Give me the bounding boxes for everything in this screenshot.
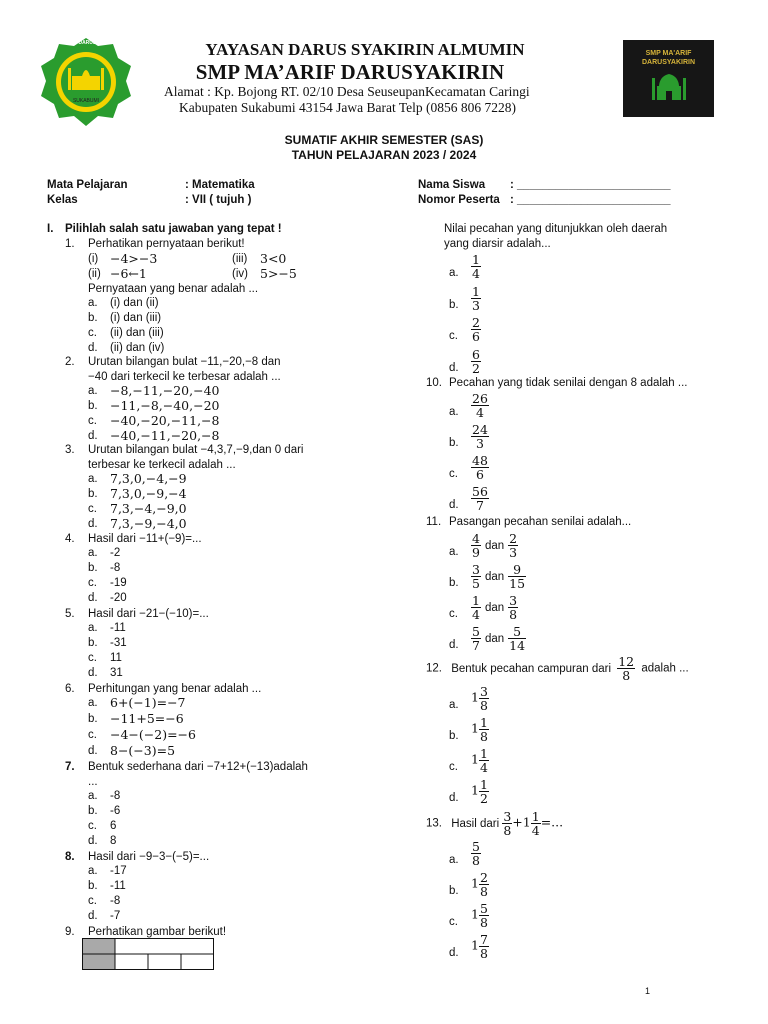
option-letter: a. [88,385,98,397]
fraction-denominator: 4 [472,266,480,281]
q13-fraction-1 [502,810,512,837]
fraction-denominator: 2 [479,791,488,806]
fraction-numerator: 7 [479,932,488,947]
participant-number-field[interactable]: : ________________________ [510,194,671,206]
option-letter: c. [449,916,458,928]
fraction-denominator: 8 [479,729,488,744]
fraction-numerator: 4 [472,531,480,546]
fraction-whole: 1 [471,875,479,891]
fraction-numerator: 1 [472,593,480,608]
q1-option-a[interactable]: (i) dan (ii) [110,297,159,309]
fraction-numerator: 1 [531,809,540,824]
q6-option-b[interactable]: −11+5=−6 [110,711,184,726]
participant-number-label: Nomor Peserta [418,194,500,206]
subject-value: : Matematika [185,179,255,191]
q8-option-a[interactable]: -17 [110,865,127,877]
option-letter: d. [88,745,98,757]
q7-option-a[interactable]: -8 [110,790,121,802]
option-letter: a. [449,546,459,558]
fraction-numerator: 3 [503,809,512,824]
fraction [471,316,481,343]
q13-option-b[interactable] [471,871,489,898]
q7-option-d[interactable]: 8 [110,835,117,847]
option-letter: d. [88,835,98,847]
address-line-1: Alamat : Kp. Bojong RT. 02/10 Desa SeuseupanKecamatan Caringi [164,84,530,99]
fraction [471,454,489,481]
q12-option-b[interactable] [471,716,489,743]
conjunction: dan [484,632,505,645]
student-name-field[interactable]: : ________________________ [510,179,671,191]
q2-stem-2: −40 dari terkecil ke terbesar adalah ... [88,371,281,383]
q12-option-a[interactable] [471,685,489,712]
fraction-numerator: 5 [479,901,488,916]
option-letter: b. [88,488,98,500]
q1-number: 1. [65,238,75,250]
q7-option-c[interactable]: 6 [110,820,117,832]
q1-prompt: Pernyataan yang benar adalah ... [88,283,259,295]
q1-stem: Perhatikan pernyataan berikut! [88,238,245,250]
fraction-denominator: 8 [503,823,512,838]
fraction [479,933,489,960]
option-letter: b. [88,805,98,817]
subject-label: Mata Pelajaran [47,179,128,191]
logo-ring-text: YAYASAN DARUSSYAKIRIN ALMUMIN [54,40,145,46]
q3-option-c[interactable]: 7,3,−4,−9,0 [110,501,187,516]
logo-right-line-2: DARUSYAKIRIN [641,59,696,66]
fraction-numerator: 2 [509,531,518,546]
fraction [471,253,481,280]
option-letter: c. [88,729,97,741]
fraction [508,625,526,652]
option-letter: a. [449,267,459,279]
exam-year: TAHUN PELAJARAN 2023 / 2024 [291,148,477,162]
fraction-numerator: 12 [618,654,635,669]
fraction [479,685,489,712]
fraction-numerator: 56 [472,484,488,499]
q1-s4-label: (iv) [232,268,248,280]
fraction-denominator: 4 [531,823,540,838]
q12-stem-pre: Bentuk pecahan campuran dari [451,662,612,675]
option-letter: d. [88,910,98,922]
fraction-numerator: 2 [479,870,488,885]
option-letter: d. [449,499,459,511]
option-letter: d. [449,361,459,374]
option-letter: b. [88,562,98,574]
fraction-numerator: 5 [508,625,526,639]
fraction [508,563,526,590]
fraction-numerator: 5 [472,839,480,854]
q1-s1-label: (i) [88,253,99,265]
option-letter: a. [449,854,459,866]
fraction [471,625,481,652]
q8-option-b[interactable]: -11 [110,880,126,892]
option-letter: b. [449,298,459,311]
option-letter: d. [88,592,98,604]
option-letter: a. [88,622,98,634]
option-letter: c. [88,652,97,664]
fraction [471,423,489,450]
fraction-numerator: 1 [479,777,488,792]
q6-option-d[interactable]: 8−(−3)=5 [110,743,176,758]
option-letter: a. [88,865,98,877]
fraction-denominator: 3 [475,436,484,451]
fraction-numerator: 5 [472,624,480,639]
fraction-numerator: 26 [472,391,488,406]
fraction [479,871,489,898]
q3-option-d[interactable]: 7,3,−9,−4,0 [110,516,187,531]
school-name: SMP MA’ARIF DARUSYAKIRIN [195,60,505,84]
q13-plus: +1 [512,814,531,830]
exam-title: SUMATIF AKHIR SEMESTER (SAS) [284,133,484,147]
option-letter: a. [88,790,98,802]
q2-option-d[interactable]: −40,−11,−20,−8 [110,428,220,443]
q5-option-d[interactable]: 31 [110,667,123,679]
q10-stem: Pecahan yang tidak senilai dengan 8 adalah ... [449,377,688,389]
fraction-denominator: 8 [479,946,488,961]
fraction [471,392,489,419]
fraction-denominator: 9 [472,545,480,560]
q3-number: 3. [65,444,75,456]
option-letter: c. [449,468,458,480]
option-letter: a. [88,547,98,559]
fraction-denominator: 4 [479,760,488,775]
q7-number: 7. [65,761,75,773]
q7-stem: Bentuk sederhana dari −7+12+(−13)adalah [88,761,308,773]
q2-number: 2. [65,356,75,368]
fraction [479,778,489,805]
q9-stem-cont-1: Nilai pecahan yang ditunjukkan oleh daerah [444,223,668,235]
option-letter: b. [88,713,98,725]
q11-number: 11. [426,516,442,528]
q12-number: 12. [426,662,442,675]
fraction [479,902,489,929]
fraction-numerator: 24 [472,422,488,437]
q2-option-a[interactable]: −8,−11,−20,−40 [110,383,220,398]
fraction [471,485,489,512]
q13-option-a[interactable] [471,840,481,867]
fraction-denominator: 7 [475,498,484,513]
conjunction: dan [484,601,505,614]
option-letter: b. [449,437,459,449]
q4-stem: Hasil dari −11+(−9)=... [88,533,202,545]
fraction-denominator: 7 [472,638,480,653]
q2-option-c[interactable]: −40,−20,−11,−8 [110,413,220,428]
fraction-denominator: 8 [509,607,518,622]
fraction-numerator: 1 [479,746,488,761]
q1-option-c[interactable]: (ii) dan (iii) [110,327,164,339]
fraction [471,594,481,621]
q12-stem-row [426,655,689,682]
conjunction: dan [484,539,505,552]
class-label: Kelas [47,194,78,206]
q13-stem-post: =... [540,814,564,830]
q9-option-a[interactable] [471,253,481,280]
q4-option-d[interactable]: -20 [110,592,127,604]
fraction [471,348,481,375]
q13-fraction-2 [531,810,541,837]
option-letter: c. [449,761,458,773]
q9-stem-cont-2: yang diarsir adalah... [444,238,551,250]
q8-option-d[interactable]: -7 [110,910,121,922]
q3-stem-2: terbesar ke terkecil adalah ... [88,459,236,471]
option-letter: c. [449,608,458,620]
q10-option-b[interactable] [471,423,489,450]
fraction-denominator: 8 [622,668,631,683]
q3-stem-1: Urutan bilangan bulat −4,3,7,−9,dan 0 dari [88,444,304,456]
fraction-numerator: 1 [472,283,480,299]
q7-stem-2: ... [88,776,98,788]
option-letter: c. [88,820,97,832]
fraction [471,563,481,590]
fraction-denominator: 3 [472,297,480,313]
option-letter: d. [88,667,98,679]
q10-option-c[interactable] [471,454,489,481]
q11-stem: Pasangan pecahan senilai adalah... [449,516,632,528]
q13-stem-pre: Hasil dari [451,817,500,830]
mosque-icon [651,70,687,104]
school-logo-right [623,40,714,117]
option-letter: c. [88,415,97,427]
fraction-denominator: 4 [475,405,484,420]
q13-stem-row [426,810,563,837]
option-letter: b. [88,312,98,324]
q5-number: 5. [65,608,75,620]
q3-option-b[interactable]: 7,3,0,−9,−4 [110,486,187,501]
fraction-denominator: 4 [472,607,480,622]
fraction-numerator: 48 [472,453,488,468]
fraction-whole: 1 [471,689,479,705]
q3-option-a[interactable]: 7,3,0,−4,−9 [110,471,187,486]
q13-option-d[interactable] [471,933,489,960]
q5-option-a[interactable]: -11 [110,622,126,634]
fraction-numerator: 1 [479,715,488,730]
conjunction: dan [484,570,505,583]
fraction-denominator: 5 [472,576,480,591]
fraction-denominator: 2 [472,360,480,376]
q11-option-d[interactable] [471,625,526,652]
option-letter: d. [88,518,98,530]
option-letter: c. [449,330,458,342]
q4-option-c[interactable]: -19 [110,577,127,589]
fraction-numerator: 2 [472,315,480,330]
logo-right-line-1: SMP MA'ARIF [645,50,692,57]
q12-option-d[interactable] [471,778,489,805]
q5-option-b[interactable]: -31 [110,637,127,649]
fraction-whole: 1 [471,906,479,922]
option-letter: a. [88,297,98,309]
q13-number: 13. [426,817,442,830]
fraction [471,285,481,312]
foundation-name: YAYASAN DARUS SYAKIRIN ALMUMIN [205,40,525,59]
option-letter: b. [88,880,98,892]
option-letter: d. [449,639,459,651]
fraction [479,716,489,743]
q9-fraction-diagram [82,938,214,973]
fraction-numerator: 3 [479,684,488,699]
fraction-denominator: 14 [509,638,526,653]
logo-sub-text: SUKABUMI [72,98,100,104]
q6-option-a[interactable]: 6+(−1)=−7 [110,695,186,710]
option-letter: b. [88,637,98,649]
option-letter: d. [449,792,459,804]
q6-number: 6. [65,683,75,695]
q4-number: 4. [65,533,75,545]
fraction-denominator: 8 [479,915,488,930]
fraction-denominator: 8 [479,698,488,713]
q2-stem-1: Urutan bilangan bulat −11,−20,−8 dan [88,356,281,368]
fraction-whole: 1 [471,720,479,736]
q9-stem: Perhatikan gambar berikut! [88,926,227,938]
fraction-numerator: 1 [472,252,480,267]
fraction-denominator: 8 [472,853,480,868]
q4-option-b[interactable]: -8 [110,562,121,574]
fraction-whole: 1 [471,937,479,953]
q12-fraction [617,655,635,682]
q5-option-c[interactable]: 11 [110,652,122,664]
q4-option-a[interactable]: -2 [110,547,121,559]
q2-option-b[interactable]: −11,−8,−40,−20 [110,398,220,413]
fraction-denominator: 6 [475,467,484,482]
fraction [508,594,518,621]
q1-option-b[interactable]: (i) dan (iii) [110,312,162,324]
student-name-label: Nama Siswa [418,179,486,191]
q1-s4: 5>−5 [260,266,297,281]
option-letter: a. [88,697,98,709]
q1-s2-label: (ii) [88,268,101,280]
q11-option-a[interactable] [471,532,518,559]
q6-stem: Perhitungan yang benar adalah ... [88,683,262,695]
option-letter: a. [88,473,98,485]
option-letter: b. [449,730,459,742]
q1-s3: 3<0 [260,251,287,266]
q7-option-b[interactable]: -6 [110,805,121,817]
q8-option-c[interactable]: -8 [110,895,121,907]
page-number: 1 [645,986,651,996]
fraction [508,532,518,559]
fraction-denominator: 8 [479,884,488,899]
q1-s2: −6←1 [110,266,147,281]
fraction-numerator: 3 [472,562,480,577]
option-letter: c. [88,577,97,589]
option-letter: a. [449,406,459,418]
fraction-numerator: 9 [508,563,526,577]
q1-option-d[interactable]: (ii) dan (iv) [110,342,165,354]
option-letter: c. [88,895,97,907]
q8-stem: Hasil dari −9−3−(−5)=... [88,851,210,863]
fraction [471,840,481,867]
option-letter: b. [88,400,98,412]
q9-option-d[interactable] [471,348,481,375]
option-letter: b. [449,885,459,897]
q1-s3-label: (iii) [232,253,248,265]
option-letter: d. [449,947,459,959]
q10-number: 10. [426,377,442,389]
option-letter: d. [88,342,98,354]
q12-stem-post: adalah ... [641,662,689,675]
q5-stem: Hasil dari −21−(−10)=... [88,608,209,620]
q10-option-d[interactable] [471,485,489,512]
q9-number: 9. [65,926,75,938]
address-line-2: Kabupaten Sukabumi 43154 Jawa Barat Telp (0856 806 7228) [179,100,516,115]
q13-option-c[interactable] [471,902,489,929]
fraction [479,747,489,774]
q9-option-c[interactable] [471,316,481,343]
fraction-denominator: 3 [509,545,518,560]
q8-number: 8. [65,851,75,863]
q9-option-b[interactable] [471,285,481,312]
class-value: : VII ( tujuh ) [185,194,252,206]
q6-option-c[interactable]: −4−(−2)=−6 [110,727,196,742]
option-letter: d. [88,430,98,442]
fraction-numerator: 3 [509,593,518,608]
section-number: I. [47,223,54,235]
option-letter: c. [88,327,97,339]
q11-option-b[interactable] [471,563,526,590]
fraction-whole: 1 [471,782,479,798]
q11-option-c[interactable] [471,594,518,621]
q12-option-c[interactable] [471,747,489,774]
fraction-denominator: 15 [509,576,526,591]
q1-s1: −4>−3 [110,251,158,266]
q10-option-a[interactable] [471,392,489,419]
section-title: Pilihlah salah satu jawaban yang tepat ! [65,223,282,235]
option-letter: c. [88,503,97,515]
fraction-numerator: 6 [472,346,480,362]
option-letter: a. [449,699,459,711]
fraction-denominator: 6 [472,329,480,344]
option-letter: b. [449,577,459,589]
fraction [471,532,481,559]
fraction-whole: 1 [471,751,479,767]
